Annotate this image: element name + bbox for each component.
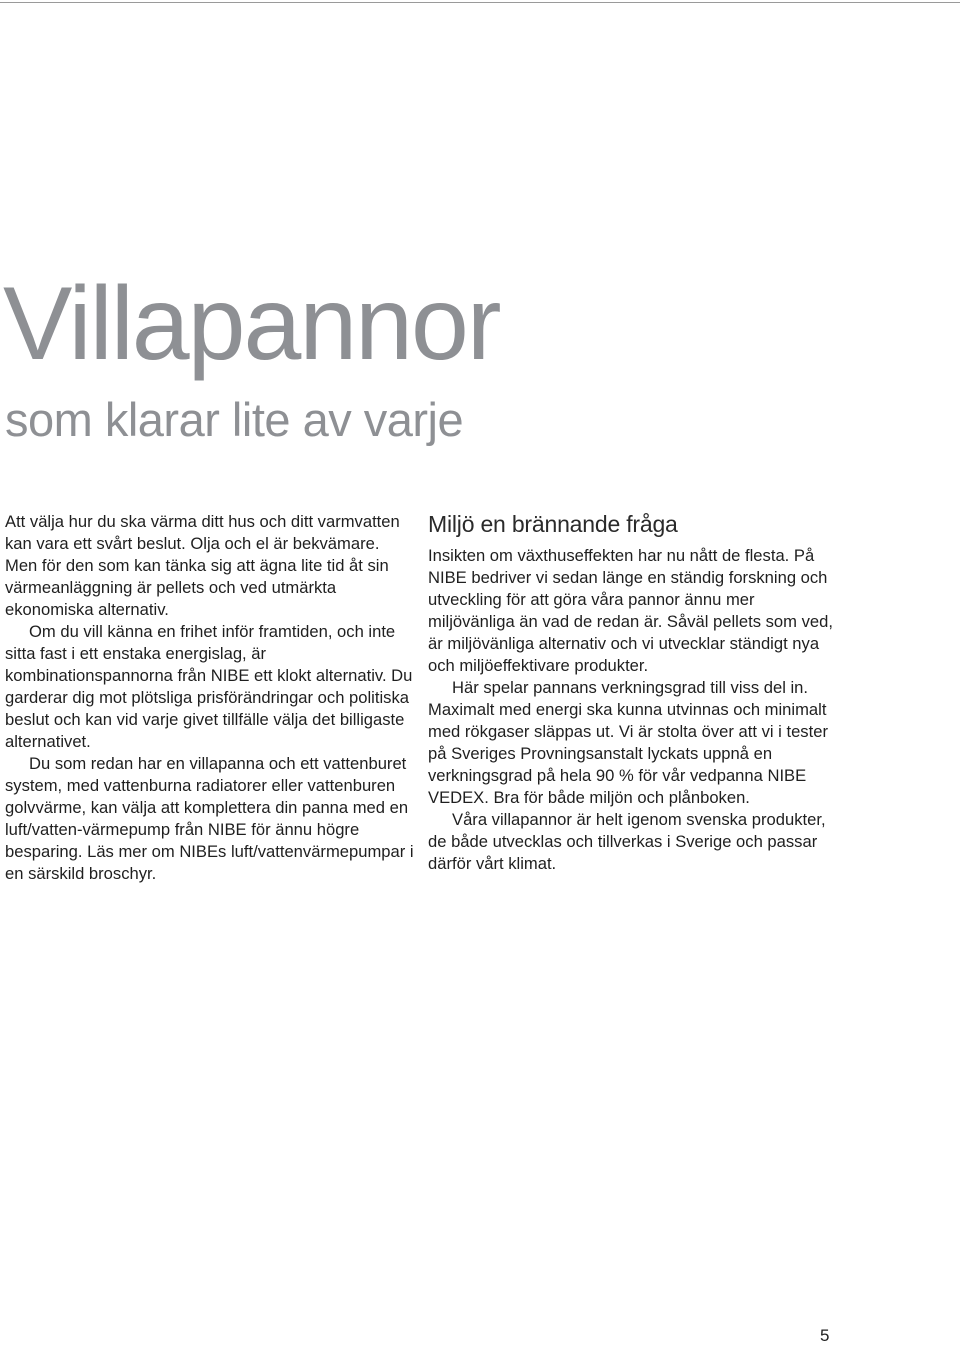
- right-paragraph-2: Här spelar pannans verkningsgrad till viss del in. Maximalt med energi ska kunna utvinnas och minimalt med rökgaser släppas ut. Vi är stolta över att vi i tester på Sveriges Provningsanstalt lyckats uppnå en verkningsgrad på hela 90 % för vår vedpanna NIBE VEDEX. Bra för både miljön och plånboken.: [428, 678, 828, 807]
- top-rule: [0, 2, 960, 3]
- left-column: [5, 511, 415, 885]
- page-number: 5: [820, 1326, 830, 1345]
- right-column: [428, 511, 840, 875]
- left-paragraph-1: Att välja hur du ska värma ditt hus och ditt varmvatten kan vara ett svårt beslut. Olja och el är bekvämare. Men för den som kan tänka sig att ägna lite tid åt sin värmeanläggning är pellets och ved utmärkta ekonomiska alternativ.: [5, 512, 400, 619]
- left-paragraph-2: Om du vill känna en frihet inför framtiden, och inte sitta fast i ett enstaka energislag, är kombinationspannorna från NIBE ett klokt alternativ. Du garderar dig mot plötsliga prisförändringar och politiska beslut och kan vid varje givet tillfälle välja det billigaste alternativet.: [5, 622, 413, 751]
- left-paragraph-3: Du som redan har en villapanna och ett vattenburet system, med vattenburna radiatorer eller vattenburen golvvärme, kan välja att komplettera din panna med en luft/vatten-värmepump från NIBE för ännu högre besparing. Läs mer om NIBEs luft/vattenvärmepumpar i en särskild broschyr.: [5, 754, 414, 883]
- right-paragraph-3: Våra villapannor är helt igenom svenska produkter, de både utvecklas och tillverkas i Sverige och passar därför vårt klimat.: [428, 810, 826, 873]
- section-heading: Miljö en brännande fråga: [428, 511, 678, 537]
- right-paragraph-1: Insikten om växthuseffekten har nu nått de flesta. På NIBE bedriver vi sedan länge en ständig forskning och utveckling för att göra våra pannor ännu mer miljövänliga än vad de redan är. Såväl pellets som ved, är miljövänliga alternativ och vi utvecklar ständigt nya och miljöeffektivare produkter.: [428, 546, 833, 675]
- page-title: Villapannor: [3, 266, 500, 382]
- page-subtitle: som klarar lite av varje: [5, 393, 464, 446]
